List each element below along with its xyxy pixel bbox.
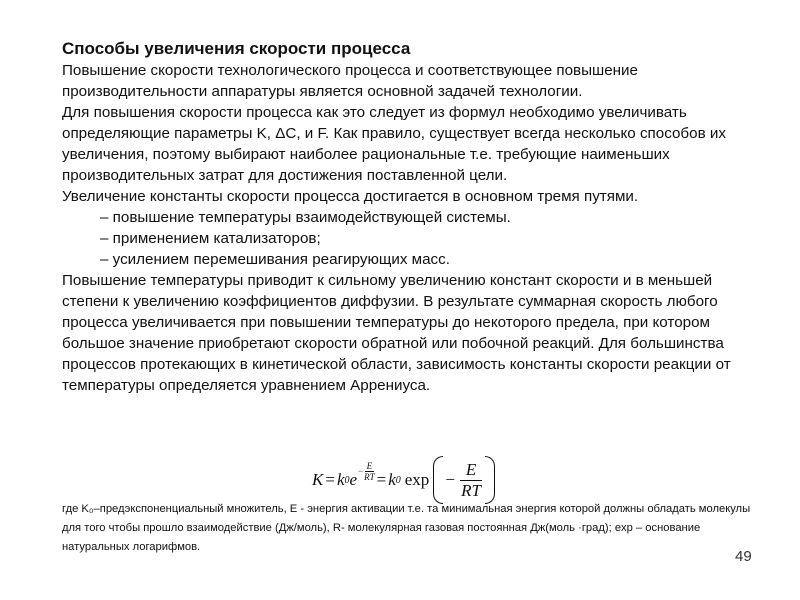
arrhenius-formula (312, 455, 495, 505)
right-paren (485, 456, 495, 504)
paragraph-temperature: Повышение температуры приводит к сильному увеличению констант скорости и в меньшей степени к увеличению коэффициентов диффузии. В результате суммарная скорость любого процесса увеличивается при повышении температуры до некоторого предела, при котором большое значение приобретают скорости обратной или побочной реакций. Для большинства процессов протекающих в кинетической области, зависимость константы скорости реакции от температуры определяется уравнением Аррениуса. (62, 272, 731, 394)
formula-exponent-denominator: RT (364, 471, 375, 482)
slide-title: Способы увеличения скорости процесса (62, 39, 411, 58)
paragraph-three-ways: Увеличение константы скорости процесса достигается в основном тремя путями. (62, 188, 639, 205)
formula-minus: − (445, 470, 455, 489)
formula-fraction-denominator: RT (461, 480, 482, 500)
formula-exponent (358, 461, 375, 482)
formula-k0-a: k (336, 470, 345, 489)
ways-list (62, 207, 752, 270)
formula-lhs: K (312, 470, 324, 489)
formula-k0-b-sub: 0 (395, 474, 401, 486)
paragraph-intro: Повышение скорости технологического процесса и соответствующее повышение производительности аппаратуры является основной задачей технологии. (62, 62, 638, 100)
formula-exponent-numerator: E (366, 460, 373, 471)
formula-equals-2: = (376, 470, 387, 489)
formula-exp-function: exp (404, 470, 430, 489)
list-item: – повышение температуры взаимодействующей системы. (100, 209, 511, 226)
list-item: – усилением перемешивания реагирующих масс. (100, 251, 450, 268)
formula-e: e (349, 470, 358, 489)
formula-fraction (460, 460, 482, 501)
formula-exponent-sign: − (358, 466, 364, 476)
left-paren (433, 456, 443, 504)
formula-parentheses (433, 456, 495, 504)
formula-legend-note: где K₀–предэкспоненциальный множитель, E - энергия активации т.е. та минимальная энергия которой должны обладать молекулы для того чтобы прошло взаимодействие (Дж/моль), R- молекулярная газовая постоянная Дж(моль ·град); exp – основание натуральных логарифмов. (62, 503, 751, 553)
formula-k0-a-sub: 0 (344, 474, 350, 486)
formula-equals-1: = (325, 470, 335, 489)
page-number: 49 (735, 548, 752, 565)
formula-fraction-numerator: E (460, 460, 482, 481)
list-item: – применением катализаторов; (100, 230, 321, 247)
slide-content (62, 38, 752, 396)
paragraph-parameters: Для повышения скорости процесса как это следует из формул необходимо увеличивать определяющие параметры K, ΔC, и F. Как правило, существует всегда несколько способов их увеличения, поэтому выбирают наиболее рациональные т.е. требующие наименьших производительных затрат для достижения поставленной цели. (62, 104, 726, 184)
formula-k0-b: k (388, 470, 396, 489)
